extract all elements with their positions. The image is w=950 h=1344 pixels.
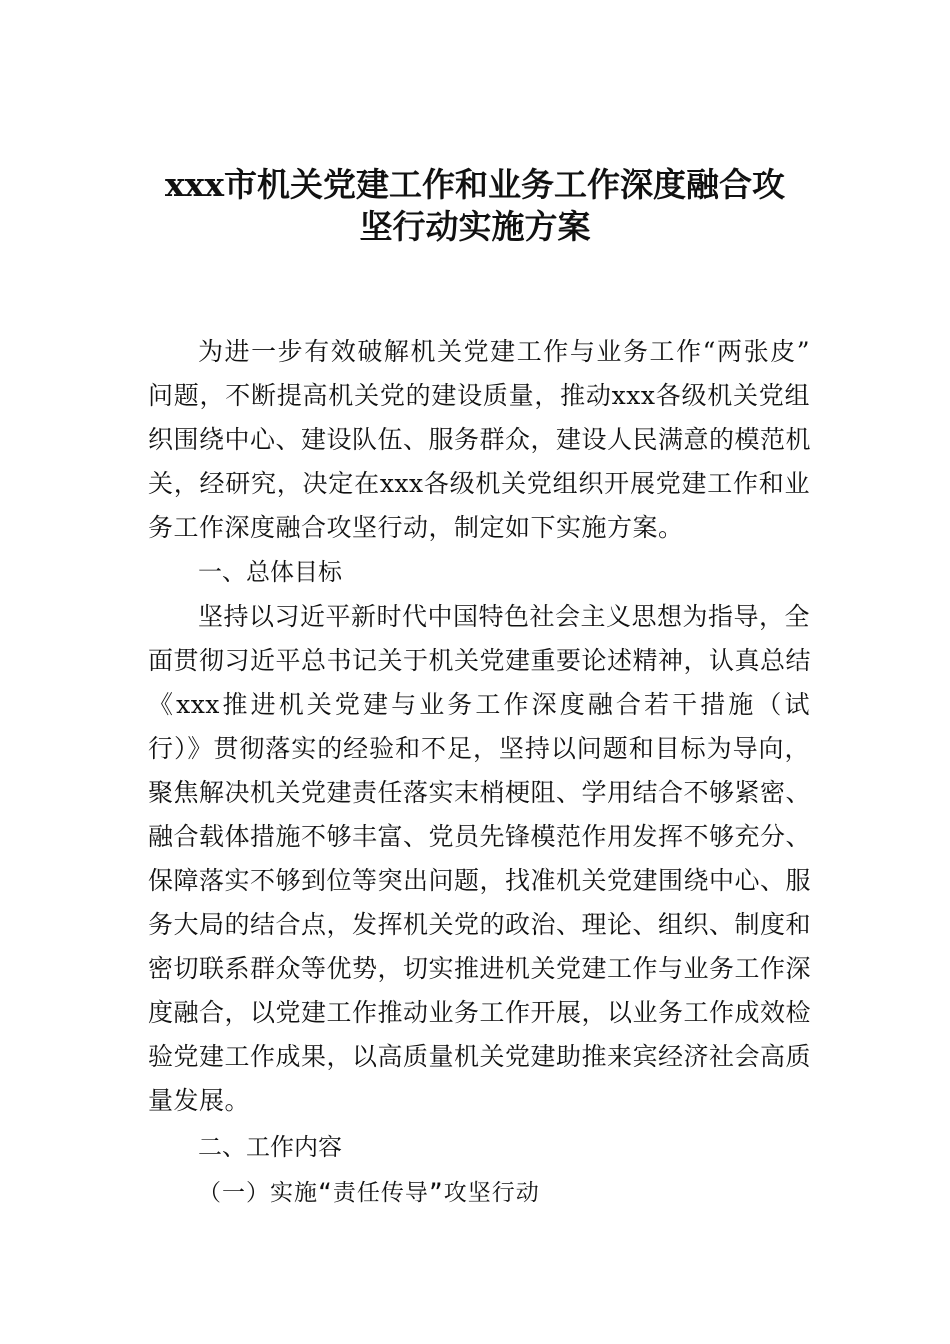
section1-paragraph-line: 验党建工作成果，以高质量机关党建助推来宾经济社会高质 <box>148 1042 812 1071</box>
section1-paragraph-line: 聚焦解决机关党建责任落实末梢梗阻、学用结合不够紧密、 <box>148 778 812 807</box>
section1-paragraph-line: 坚持以习近平新时代中国特色社会主义思想为指导，全 <box>198 602 811 631</box>
section1-paragraph-line: 密切联系群众等优势，切实推进机关党建工作与业务工作深 <box>148 954 812 983</box>
section-heading-work-content: 二、工作内容 <box>198 1133 342 1161</box>
section1-paragraph-line: 保障落实不够到位等突出问题，找准机关党建围绕中心、服 <box>148 866 812 895</box>
document-title-line-2: 坚行动实施方案 <box>359 207 591 246</box>
intro-paragraph-line: 问题，不断提高机关党的建设质量，推动xxx各级机关党组 <box>148 381 810 410</box>
intro-paragraph-line: 织围绕中心、建设队伍、服务群众，建设人民满意的模范机 <box>148 425 812 454</box>
document-title-line-1: xxx市机关党建工作和业务工作深度融合攻 <box>164 165 786 204</box>
section1-paragraph-line: 度融合，以党建工作推动业务工作开展，以业务工作成效检 <box>148 998 812 1027</box>
subsection-heading-responsibility: （一）实施“责任传导”攻坚行动 <box>198 1180 540 1206</box>
section1-paragraph-line: 融合载体措施不够丰富、党员先锋模范作用发挥不够充分、 <box>148 822 812 851</box>
intro-paragraph-line: 务工作深度融合攻坚行动，制定如下实施方案。 <box>148 513 684 542</box>
section1-paragraph-line: 量发展。 <box>148 1086 251 1115</box>
section1-paragraph-line: 行）》贯彻落实的经验和不足，坚持以问题和目标为导向， <box>148 734 810 763</box>
section1-paragraph-line: 《xxx推进机关党建与业务工作深度融合若干措施（试 <box>148 690 810 719</box>
intro-paragraph-line: 关，经研究，决定在xxx各级机关党组织开展党建工作和业 <box>148 469 810 498</box>
section-heading-overall-goal: 一、总体目标 <box>198 558 342 586</box>
intro-paragraph-line: 为进一步有效破解机关党建工作与业务工作“两张皮” <box>198 337 810 366</box>
section1-paragraph-line: 面贯彻习近平总书记关于机关党建重要论述精神，认真总结 <box>148 646 812 675</box>
section1-paragraph-line: 务大局的结合点，发挥机关党的政治、理论、组织、制度和 <box>148 910 812 939</box>
